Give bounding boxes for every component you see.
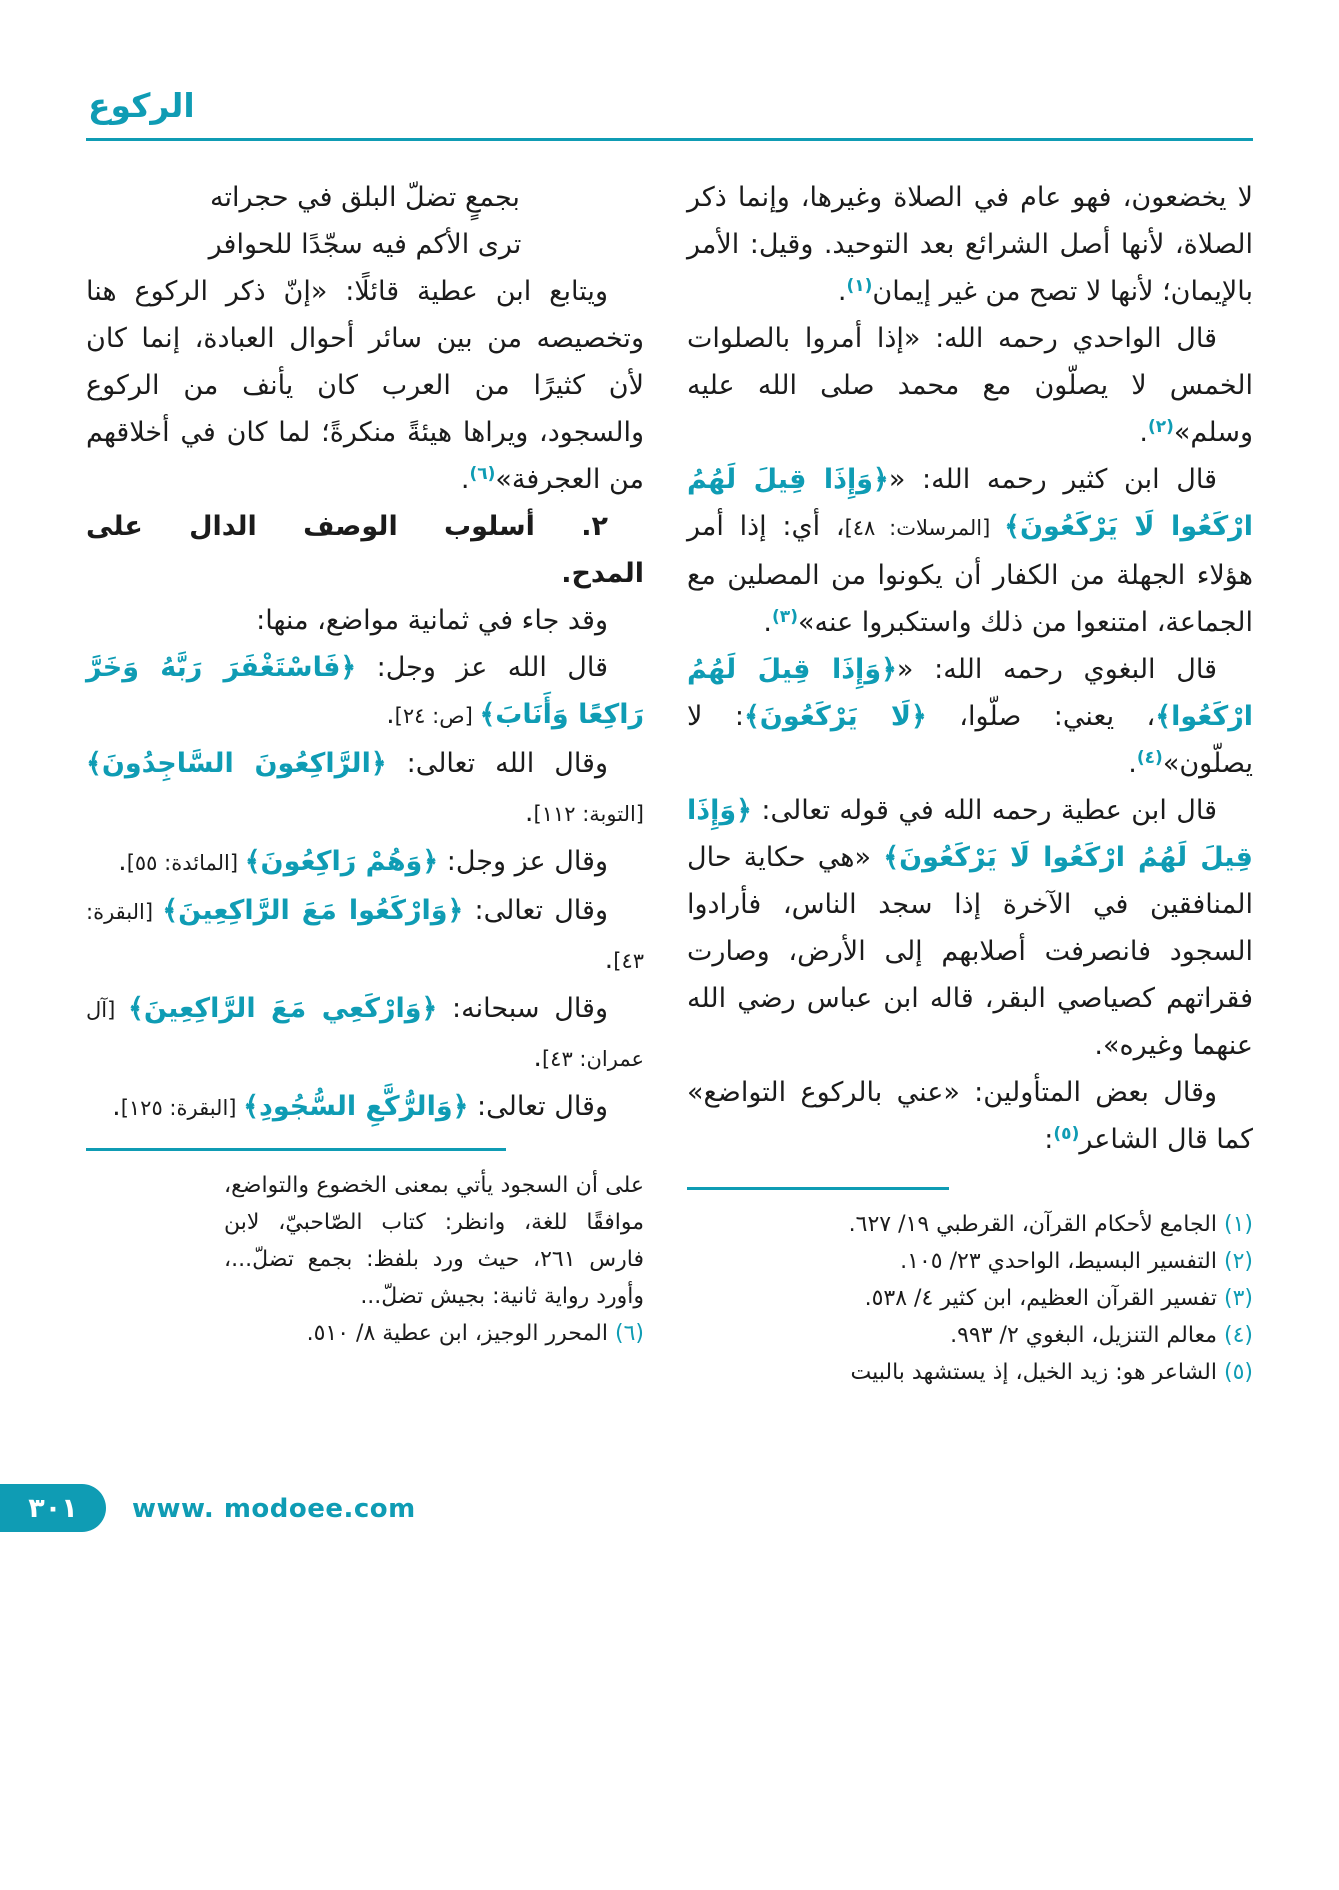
footnote-continuation — [224, 1167, 644, 1315]
footnote — [687, 1317, 1253, 1354]
footnote — [687, 1280, 1253, 1317]
verse-citation: [المائدة: ٥٥] — [126, 851, 245, 875]
quran-verse: ﴿وَارْكَعِي مَعَ الرَّاكِعِينَ﴾ — [128, 993, 438, 1024]
paragraph — [86, 838, 644, 887]
footnote — [687, 1354, 1253, 1391]
column-left — [86, 174, 644, 1352]
paragraph — [86, 1083, 644, 1132]
footnote — [687, 1206, 1253, 1243]
body-text: «هي حكاية حال المنافقين في الآخرة إذا سجد الناس، فأرادوا السجود فانصرفت أصلابهم إلى الأرض، وصارت فقراتهم كصياصي البقر، قاله ابن عباس رضي الله عنهما وغيره». — [687, 842, 1253, 1061]
footnote-text: المحرر الوجيز، ابن عطية ٨/ ٥١٠. — [306, 1321, 608, 1346]
body-text: . — [763, 607, 773, 638]
quran-verse: ﴿وَإِذَا قِيلَ لَهُمُ ارْكَعُوا﴾ — [687, 654, 1254, 732]
paragraph — [86, 644, 644, 740]
footnote-number: (٣) — [1223, 1286, 1253, 1311]
footnote-separator-left — [86, 1148, 506, 1151]
body-text: . — [118, 846, 127, 877]
paragraph — [687, 1069, 1253, 1163]
body-text: . — [460, 464, 470, 495]
body-text: لا يخضعون، فهو عام في الصلاة وغيرها، وإنما ذكر الصلاة، لأنها أصل الشرائع بعد التوحيد. وقيل: الأمر بالإيمان؛ لأنها لا تصح من غير إيمان — [687, 182, 1253, 307]
footnote-text: الجامع لأحكام القرآن، القرطبي ١٩/ ٦٢٧. — [848, 1212, 1217, 1237]
footnote-ref: (٤) — [1136, 748, 1163, 768]
footnote-number: (٥) — [1223, 1360, 1253, 1385]
footnote-ref: (٦) — [469, 464, 496, 484]
quran-verse: ﴿وَإِذَا قِيلَ لَهُمُ ارْكَعُوا لَا يَرْكَعُونَ﴾ — [687, 795, 1253, 873]
footnote-number: (٤) — [1223, 1323, 1253, 1348]
quran-verse: ﴿الرَّاكِعُونَ السَّاجِدُونَ﴾ — [86, 748, 387, 779]
body-text: . — [533, 1042, 542, 1073]
body-text: . — [524, 797, 534, 828]
body-text: وقال تعالى: — [463, 895, 608, 926]
footnote-ref: (١) — [846, 276, 873, 296]
poetry-line — [86, 221, 644, 268]
body-text: وقال تعالى: — [468, 1091, 608, 1122]
body-text: . — [1139, 417, 1148, 448]
footnote-text: الشاعر هو: زيد الخيل، إذ يستشهد بالبيت — [850, 1360, 1217, 1385]
paragraph — [687, 174, 1253, 315]
footnote-number: (٦) — [614, 1321, 644, 1346]
body-text: ويتابع ابن عطية قائلًا: «إنّ ذكر الركوع هنا وتخصيصه من بين سائر أحوال العبادة، إنما كان لأن كثيرًا من العرب كان يأنف من الركوع والسجود، ويراها هيئةً منكرةً؛ لما كان في أخلاقهم من العجرفة» — [86, 276, 644, 495]
footnote — [224, 1315, 644, 1352]
body-text: قال الواحدي رحمه الله: «إذا أمروا بالصلوات الخمس لا يصلّون مع محمد صلى الله عليه وسلم» — [687, 323, 1253, 448]
body-text: . — [1128, 748, 1137, 779]
body-text: : — [1044, 1124, 1054, 1155]
body-text: قال ابن عطية رحمه الله في قوله تعالى: — [751, 795, 1217, 826]
body-text: قال ابن كثير رحمه الله: « — [888, 464, 1217, 495]
footnotes-left — [224, 1167, 644, 1352]
poetry-line — [86, 174, 644, 221]
footnote-ref: (٥) — [1053, 1124, 1080, 1144]
paragraph — [687, 456, 1253, 646]
footnote-number: (١) — [1223, 1212, 1253, 1237]
footnote-number: (٢) — [1223, 1249, 1253, 1274]
footnote-ref: (٢) — [1147, 417, 1174, 437]
header-rule — [86, 138, 1253, 141]
footnote — [687, 1243, 1253, 1280]
body-text: : لا يصلّون» — [687, 701, 1253, 779]
quran-verse: ﴿وَالرُّكَّعِ السُّجُودِ﴾ — [243, 1091, 469, 1122]
body-text: وقال عز وجل: — [438, 846, 608, 877]
body-text: وقال بعض المتأولين: «عني بالركوع التواضع» كما قال الشاعر — [687, 1077, 1253, 1155]
paragraph — [86, 597, 644, 644]
body-text: . — [604, 944, 614, 975]
footnote-ref: (٣) — [772, 607, 798, 627]
column-right-body — [687, 174, 1253, 1163]
paragraph — [86, 887, 644, 985]
paragraph — [86, 268, 644, 503]
section-heading — [86, 503, 644, 597]
page-header-title: الركوع — [88, 86, 195, 125]
body-text: ترى الأكم فيه سجّدًا للحوافر — [208, 229, 522, 260]
body-text: وقد جاء في ثمانية مواضع، منها: — [256, 605, 608, 636]
body-text: وقال سبحانه: — [437, 993, 608, 1024]
page-number: ٣٠١ — [28, 1492, 78, 1524]
verse-citation: [التوبة: ١١٢] — [533, 802, 644, 826]
column-left-body — [86, 174, 644, 1132]
website-url: www. modoee.com — [132, 1494, 416, 1524]
page-number-badge — [0, 1484, 106, 1532]
body-text: ٢. أسلوب الوصف الدال على المدح. — [86, 511, 644, 589]
body-text: . — [837, 276, 847, 307]
footnote-text: تفسير القرآن العظيم، ابن كثير ٤/ ٥٣٨. — [864, 1286, 1217, 1311]
verse-citation: [البقرة: ٤٣] — [86, 900, 644, 973]
footnote-separator-right — [687, 1187, 949, 1190]
body-text: . — [386, 699, 395, 730]
body-text: وقال الله تعالى: — [386, 748, 608, 779]
paragraph — [687, 315, 1253, 456]
footnotes-right — [687, 1206, 1253, 1391]
body-text: ، يعني: صلّوا، — [926, 701, 1156, 732]
footnote-text: معالم التنزيل، البغوي ٢/ ٩٩٣. — [950, 1323, 1217, 1348]
paragraph — [86, 985, 644, 1083]
quran-verse: ﴿وَإِذَا قِيلَ لَهُمُ ارْكَعُوا لَا يَرْكَعُونَ﴾ — [687, 464, 1253, 542]
footnote-text: على أن السجود يأتي بمعنى الخضوع والتواضع، موافقًا للغة، وانظر: كتاب الصّاحبيّ، لابن فارس ٢٦١، حيث ورد بلفظ: بجمع تضلّ...، وأورد رواية ثانية: بجيش تضلّ... — [224, 1173, 644, 1309]
body-text: . — [112, 1091, 121, 1122]
verse-citation: [المرسلات: ٤٨] — [844, 516, 1005, 540]
quran-verse: ﴿وَارْكَعُوا مَعَ الرَّاكِعِينَ﴾ — [162, 895, 464, 926]
quran-verse: ﴿وَهُمْ رَاكِعُونَ﴾ — [244, 846, 439, 877]
body-text: ، أي: إذا أمر هؤلاء الجهلة من الكفار أن يكونوا من المصلين مع الجماعة، امتنعوا من ذلك واستكبروا عنه» — [687, 511, 1253, 638]
footnote-text: التفسير البسيط، الواحدي ٢٣/ ١٠٥. — [900, 1249, 1217, 1274]
body-text: قال الله عز وجل: — [356, 652, 608, 683]
paragraph — [86, 740, 644, 838]
paragraph — [687, 646, 1253, 787]
verse-citation: [آل عمران: ٤٣] — [86, 998, 644, 1071]
quran-verse: ﴿فَاسْتَغْفَرَ رَبَّهُ وَخَرَّ رَاكِعًا وَأَنَابَ﴾ — [86, 652, 644, 730]
body-text: قال البغوي رحمه الله: « — [896, 654, 1217, 685]
body-text: بجمعٍ تضلّ البلق في حجراته — [210, 182, 520, 213]
verse-citation: [البقرة: ١٢٥] — [120, 1096, 244, 1120]
quran-verse: ﴿لَا يَرْكَعُونَ﴾ — [743, 701, 927, 732]
paragraph — [687, 787, 1253, 1069]
column-right — [687, 174, 1253, 1391]
verse-citation: [ص: ٢٤] — [394, 704, 480, 728]
